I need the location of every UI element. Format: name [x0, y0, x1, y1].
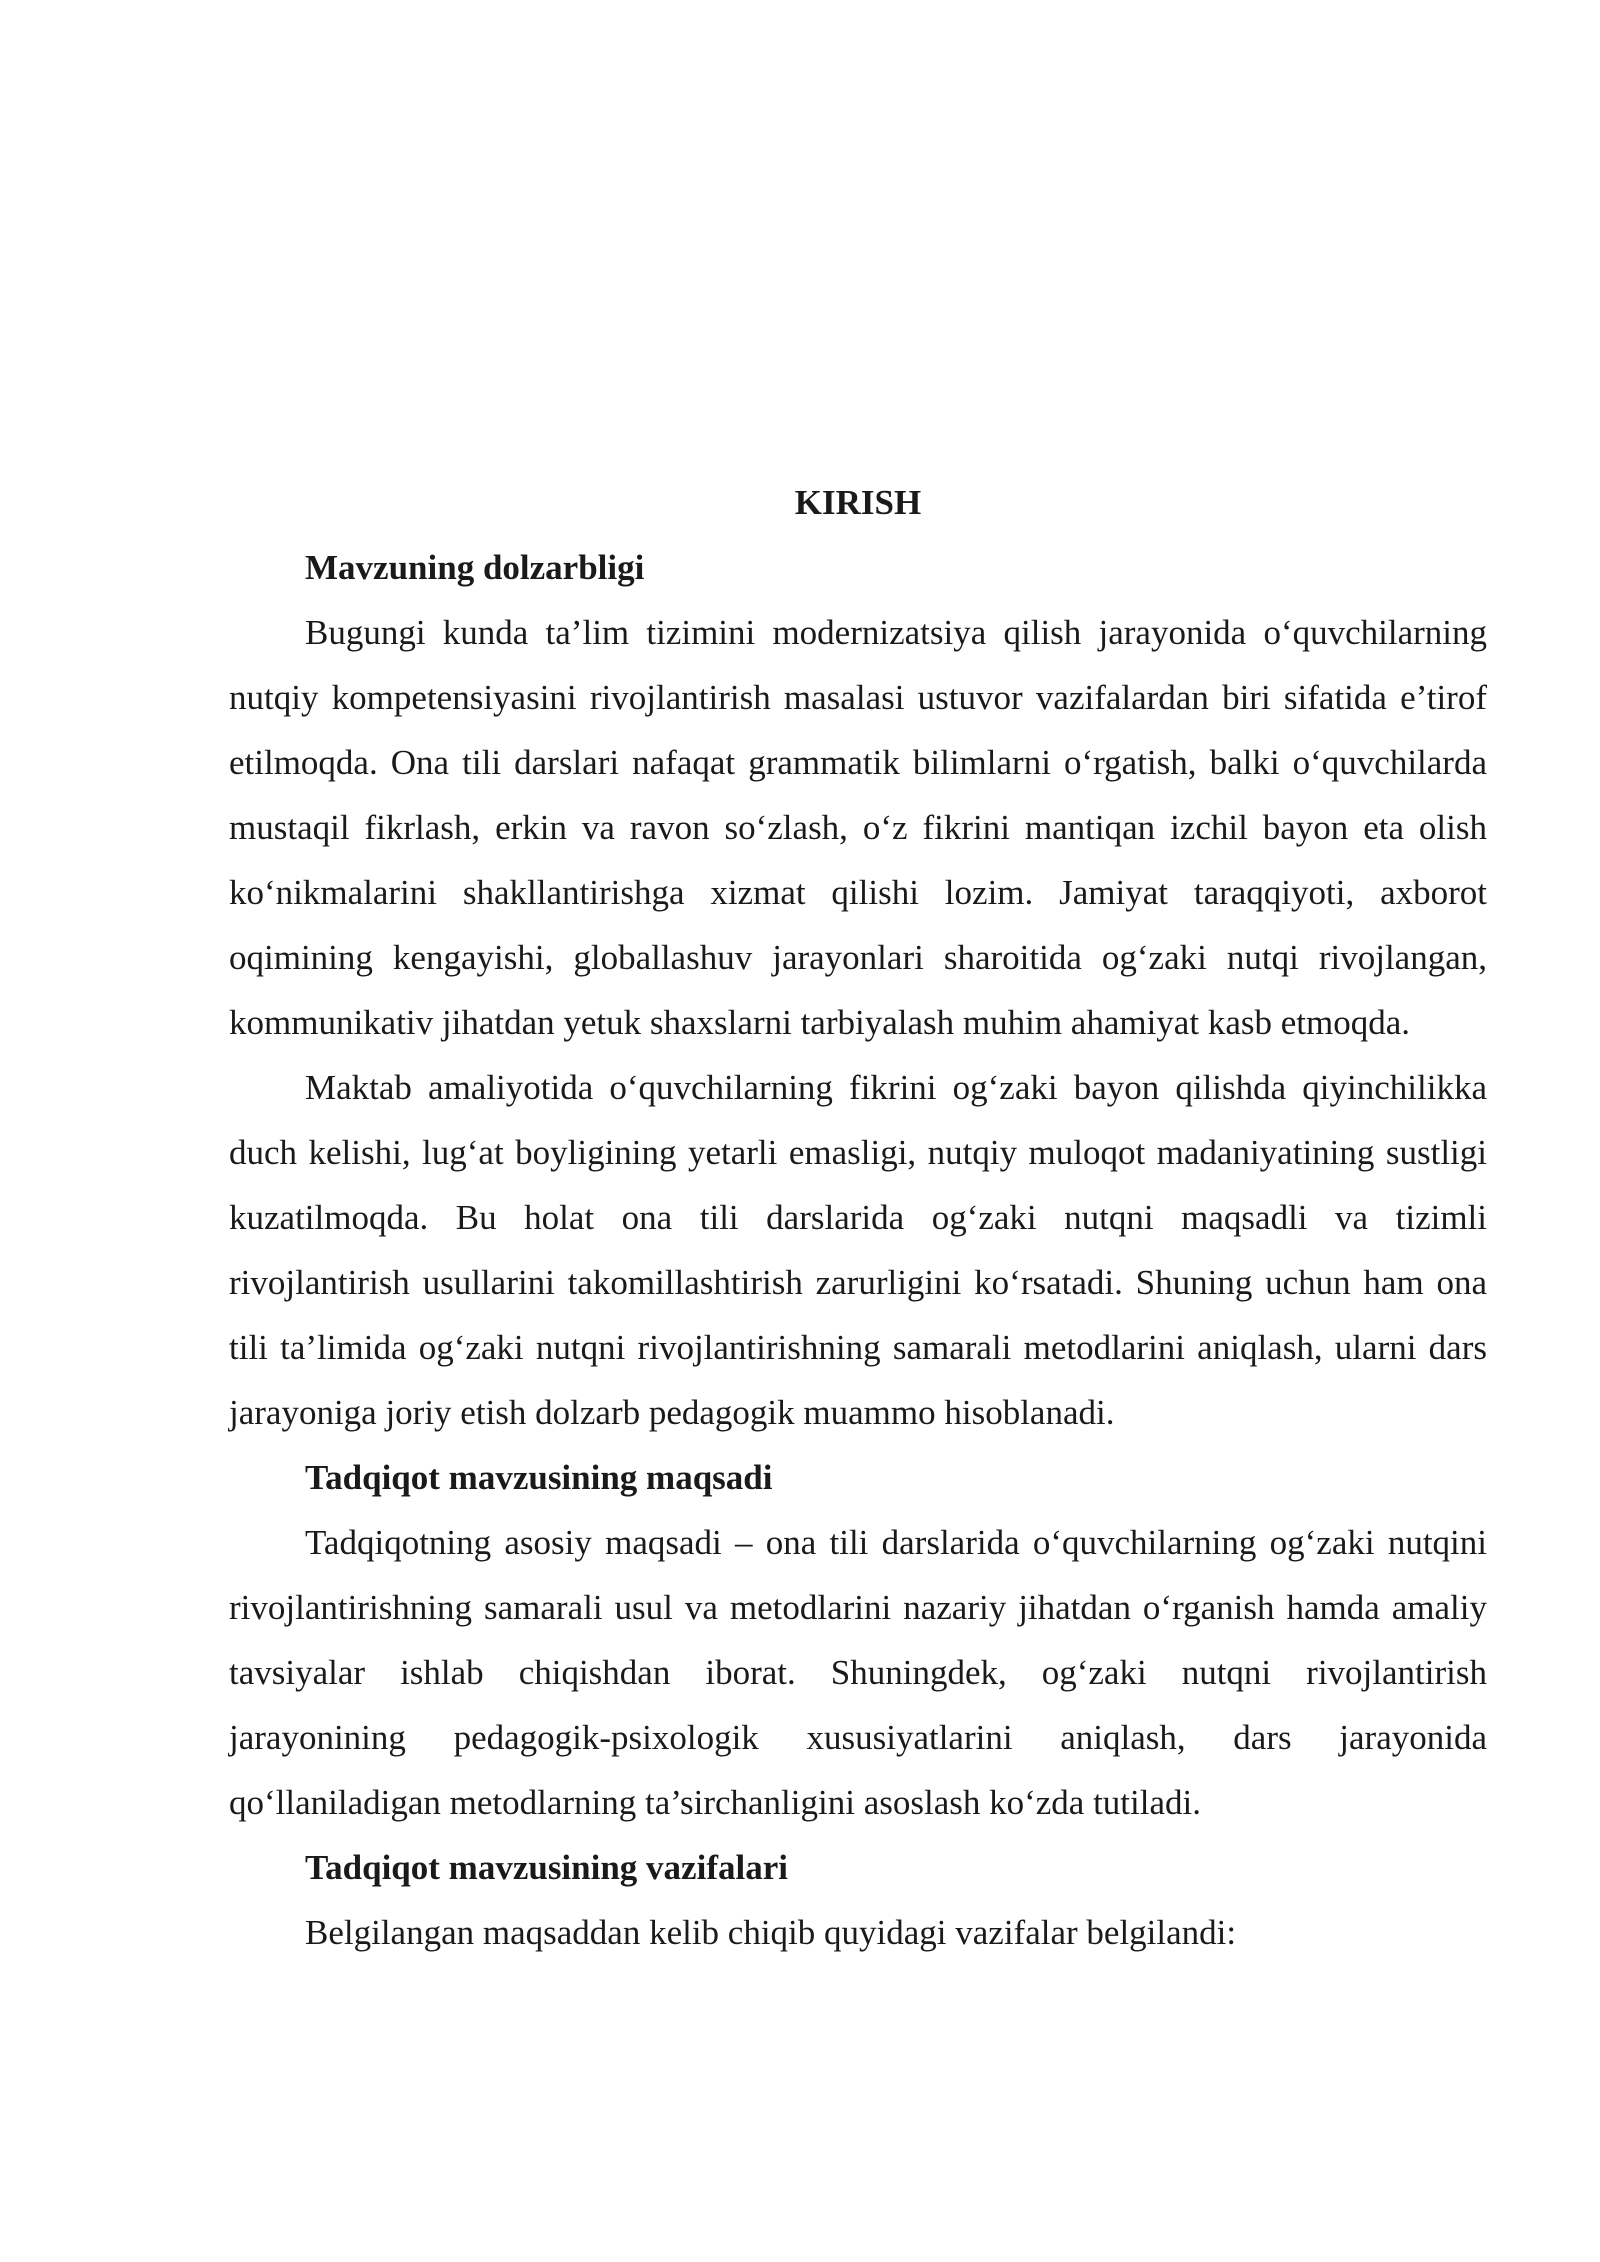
page-title: KIRISH — [794, 483, 922, 522]
section-heading-relevance: Mavzuning dolzarbligi — [305, 548, 645, 587]
paragraph: Bugungi kunda ta’lim tizimini modernizatsiya qilish jarayonida o‘quvchilarning nutqiy kompetensiyasini rivojlantirish masalasi ustuvor vazifalardan biri sifatida e’tirof etilmoqda. Ona tili darslari nafaqat grammatik bilimlarni o‘rgatish, balki o‘quvchilarda mustaqil fikrlash, erkin va ravon so‘zlash, o‘z fikrini mantiqan izchil bayon eta olish ko‘nikmalarini shakllantirishga xizmat qilishi lozim. Jamiyat taraqqiyoti, axborot oqimining kengayishi, globallashuv jarayonlari sharoitida og‘zaki nutqi rivojlangan, kommunikativ jihatdan yetuk shaxslarni tarbiyalash muhim ahamiyat kasb etmoqda. — [229, 613, 1487, 1042]
paragraph: Maktab amaliyotida o‘quvchilarning fikrini og‘zaki bayon qilishda qiyinchilikka duch kelishi, lug‘at boyligining yetarli emasligi, nutqiy muloqot madaniyatining sustligi kuzatilmoqda. Bu holat ona tili darslarida og‘zaki nutqni maqsadli va tizimli rivojlantirish usullarini takomillashtirish zarurligini ko‘rsatadi. Shuning uchun ham ona tili ta’limida og‘zaki nutqni rivojlantirishning samarali metodlarini aniqlash, ularni dars jarayoniga joriy etish dolzarb pedagogik muammo hisoblanadi. — [229, 1068, 1487, 1432]
document-page — [229, 470, 1487, 1965]
section-heading-goal: Tadqiqot mavzusining maqsadi — [305, 1458, 773, 1497]
section-heading-tasks: Tadqiqot mavzusining vazifalari — [305, 1848, 788, 1887]
paragraph: Tadqiqotning asosiy maqsadi – ona tili darslarida o‘quvchilarning og‘zaki nutqini rivojlantirishning samarali usul va metodlarini nazariy jihatdan o‘rganish hamda amaliy tavsiyalar ishlab chiqishdan iborat. Shuningdek, og‘zaki nutqni rivojlantirish jarayonining pedagogik-psixologik xususiyatlarini aniqlash, dars jarayonida qo‘llaniladigan metodlarning ta’sirchanligini asoslash ko‘zda tutiladi. — [229, 1523, 1487, 1822]
paragraph: Belgilangan maqsaddan kelib chiqib quyidagi vazifalar belgilandi: — [305, 1913, 1237, 1952]
